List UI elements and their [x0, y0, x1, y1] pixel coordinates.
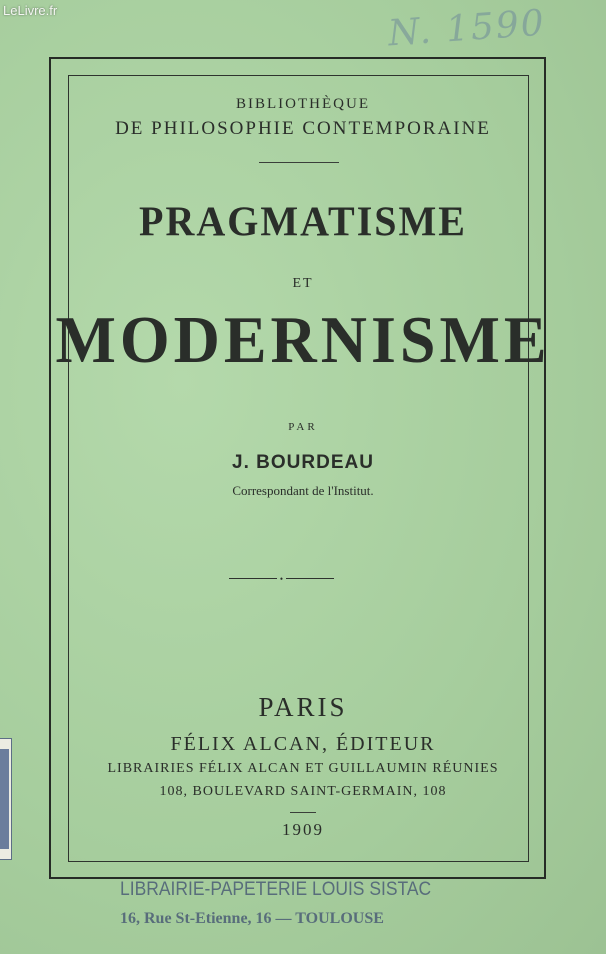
- by-label: PAR: [288, 421, 318, 433]
- bookseller-stamp-line-2: 16, Rue St-Etienne, 16 — TOULOUSE: [120, 910, 384, 927]
- publisher-name: FÉLIX ALCAN, ÉDITEUR: [170, 733, 436, 755]
- bookseller-stamp-line-1: LIBRAIRIE-PAPETERIE LOUIS SISTAC: [120, 879, 432, 900]
- series-line-1: BIBLIOTHÈQUE: [236, 96, 370, 112]
- year-rule: [290, 812, 316, 813]
- author-name: J. BOURDEAU: [232, 452, 374, 473]
- handwritten-note: N. 1590: [386, 2, 547, 55]
- publication-year: 1909: [282, 820, 324, 839]
- ornament-divider: [229, 576, 334, 582]
- publication-city: PARIS: [258, 692, 348, 722]
- divider-rule: [259, 162, 339, 163]
- title-conjunction: ET: [292, 276, 314, 291]
- ornament-line-left: [229, 578, 277, 579]
- ornament-line-right: [286, 578, 334, 579]
- title-part-2: MODERNISME: [55, 302, 551, 377]
- author-title: Correspondant de l'Institut.: [232, 483, 374, 498]
- ornament-center: •: [279, 574, 284, 584]
- publisher-address: 108, BOULEVARD SAINT-GERMAIN, 108: [159, 784, 447, 799]
- series-line-2: DE PHILOSOPHIE CONTEMPORAINE: [115, 118, 491, 139]
- libraries-line: LIBRAIRIES FÉLIX ALCAN ET GUILLAUMIN RÉUNIES: [107, 761, 499, 776]
- title-part-1: PRAGMATISME: [139, 197, 467, 246]
- watermark: LeLivre.fr: [3, 3, 58, 18]
- spine-label-sticker: [0, 738, 12, 860]
